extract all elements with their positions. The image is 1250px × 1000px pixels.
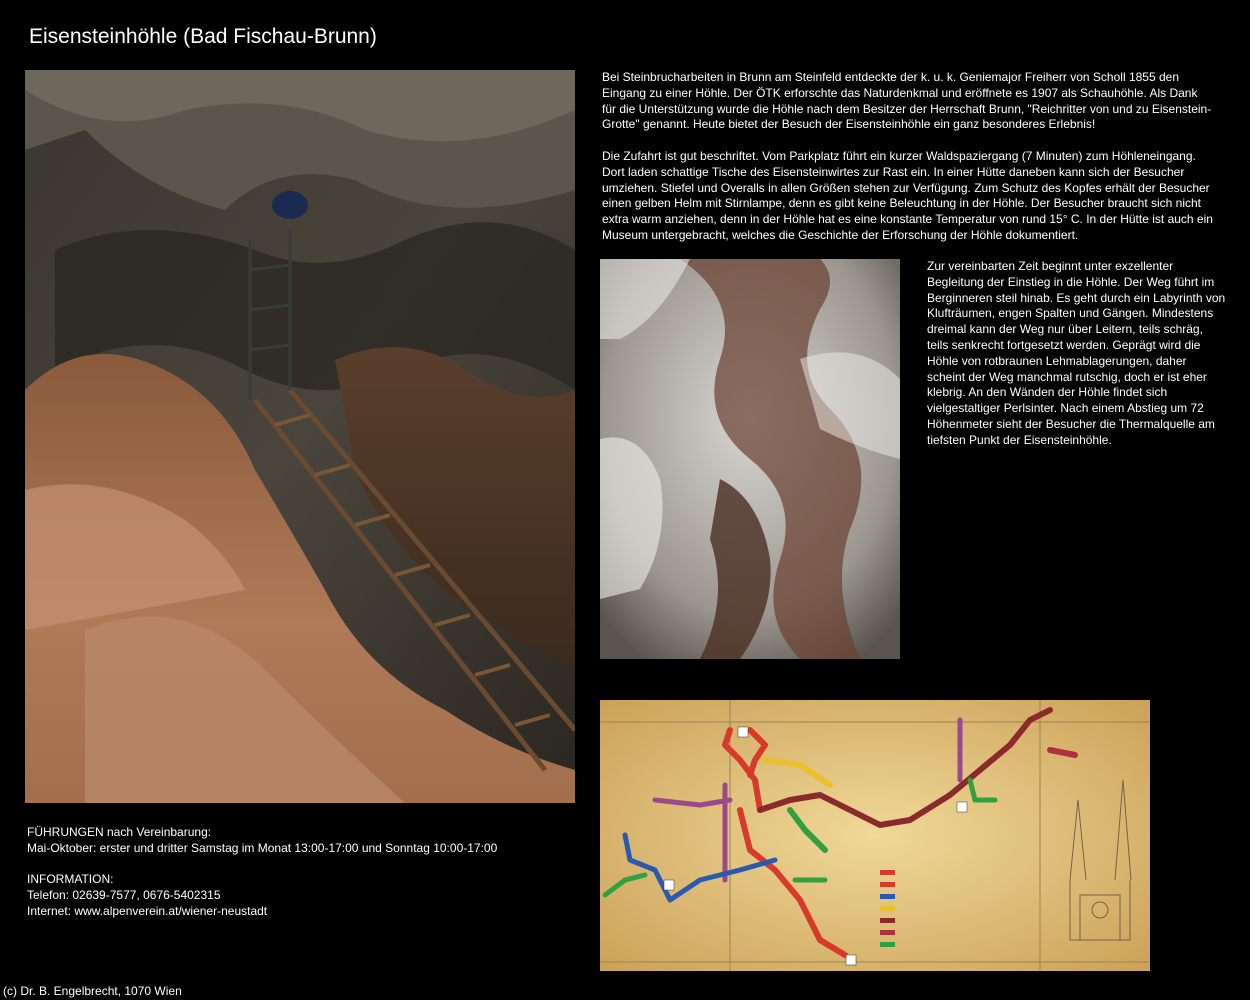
intro-paragraph: Bei Steinbrucharbeiten in Brunn am Steinfeld entdeckte der k. u. k. Geniemajor Freiherr von Scholl 1855 den Eingang zu einer Höhle. Der ÖTK erforschte das Naturdenkmal und eröffnete es 1907 als Schauhöhle. Als Dank für die Unterstützung wurde die Höhle nach dem Besitzer der Herrschaft Brunn, "Reichritter von und zu Eisenstein-Grotte" genannt. Heute bietet der Besuch der Eisensteinhöhle ein ganz besonderes Erlebnis! — [602, 70, 1212, 132]
page-title: Eisensteinhöhle (Bad Fischau-Brunn) — [29, 25, 377, 48]
cave-map-photo — [600, 700, 1150, 971]
tours-heading: FÜHRUNGEN nach Vereinbarung: — [27, 825, 212, 839]
access-paragraph: Die Zufahrt ist gut beschriftet. Vom Parkplatz führt ein kurzer Waldspaziergang (7 Minuten) zum Höhleneingang. Dort laden schattige Tische des Eisensteinwirtes zur Rast ein. In einer Hütte daneben kann sich der Besucher umziehen. Stiefel und Overalls in allen Größen stehen zur Verfügung. Zum Schutz des Kopfes erhält der Besucher einen gelben Helm mit Stirnlampe, denn es gibt keine Beleuchtung in der Höhle. Der Besucher braucht sich nicht extra warm anziehen, denn in der Höhle hat es eine konstante Temperatur von rund 15° C. In der Hütte ist auch ein Museum untergebracht, welches die Geschichte der Erforschung der Höhle dokumentiert. — [602, 149, 1213, 242]
contact-info — [27, 872, 267, 919]
contact-phone: Telefon: 02639-7577, 0676-5402315 — [27, 887, 221, 902]
tours-times: Mai-Oktober: erster und dritter Samstag im Monat 13:00-17:00 und Sonntag 10:00-17:00 — [27, 840, 498, 855]
copyright-notice: (c) Dr. B. Engelbrecht, 1070 Wien — [3, 984, 182, 998]
tours-info — [27, 825, 497, 857]
contact-internet[interactable]: Internet: www.alpenverein.at/wiener-neustadt — [27, 903, 268, 918]
pearl-sinter-photo — [600, 259, 900, 659]
tour-description-paragraph: Zur vereinbarten Zeit beginnt unter exzellenter Begleitung der Einstieg in die Höhle. Der Weg führt im Berginneren steil hinab. Es geht durch ein Labyrinth von Klufträumen, engen Spalten und Gängen. Mindestens dreimal kann der Weg nur über Leitern, teils schräg, teils senkrecht fortgesetzt werden. Geprägt wird die Höhle von rotbraunen Lehmablagerungen, daher scheint der Weg manchmal rutschig, doch er ist eher klebrig. An den Wänden der Höhle findet sich vielgestaltiger Perlsinter. Nach einem Abstieg um 72 Höhenmeter sieht der Besucher die Thermalquelle am tiefsten Punkt der Eisensteinhöhle. — [927, 259, 1226, 447]
cave-ladder-photo — [25, 70, 575, 803]
contact-heading: INFORMATION: — [27, 872, 114, 886]
